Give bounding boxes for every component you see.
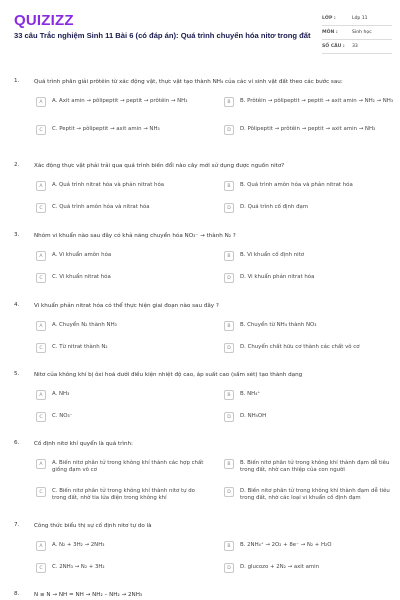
option-c[interactable] xyxy=(36,564,206,573)
option-letter: A xyxy=(36,251,46,261)
option-text: A. Vi khuẩn amôn hóa xyxy=(52,252,112,258)
option-d[interactable] xyxy=(224,488,394,503)
option-text: B. Vi khuẩn cố định nitơ xyxy=(240,252,305,258)
option-text: D. Pôlipeptit → prôtêin → peptit → axit amin → NH₃ xyxy=(240,126,376,132)
quizizz-logo: QUIZIZZ xyxy=(14,12,74,29)
option-text: B. NH₄⁺ xyxy=(240,391,261,397)
option-letter: C xyxy=(36,563,46,573)
question-number: 5. xyxy=(14,371,20,377)
option-letter: B xyxy=(224,251,234,261)
option-d[interactable] xyxy=(224,126,394,135)
option-text: B. Prôtêin → pôlipeptit → peptit → axit amin → NH₂ → NH₃ xyxy=(240,98,394,104)
option-text: D. NH₄OH xyxy=(240,413,267,419)
question-1 xyxy=(14,78,394,148)
option-text: B. Chuyển từ NH₄ thành NO₃ xyxy=(240,322,317,328)
option-b[interactable] xyxy=(224,252,394,261)
option-letter: B xyxy=(224,541,234,551)
option-text: A. Chuyển N₂ thành NH₃ xyxy=(52,322,117,328)
option-d[interactable] xyxy=(224,413,394,422)
option-letter: C xyxy=(36,273,46,283)
option-c[interactable] xyxy=(36,488,206,503)
option-b[interactable] xyxy=(224,98,394,107)
option-text: C. Từ nitrat thành N₂ xyxy=(52,344,108,350)
option-text: C. Vi khuẩn nitrat hóa xyxy=(52,274,111,280)
option-d[interactable] xyxy=(224,204,394,213)
option-letter: D xyxy=(224,343,234,353)
option-text: A. Biến nitơ phân tử trong không khí thành các hợp chất giống đạm vô cơ xyxy=(52,460,204,474)
option-text: A. Quá trình nitrat hóa và phản nitrat hóa xyxy=(52,182,165,188)
option-text: A. Axit amin → pôlipeptit → peptit → prôtêin → NH₃ xyxy=(52,98,188,104)
question-text: Cố định nitơ khí quyển là quá trình: xyxy=(34,441,133,447)
option-letter: D xyxy=(224,273,234,283)
option-text: B. Quá trình amôn hóa và phản nitrat hóa xyxy=(240,182,353,188)
option-d[interactable] xyxy=(224,344,394,353)
question-text: Quá trình phân giải prôtêin từ xác động vật, thực vật tạo thành NH₄ của các vi sinh vật đất theo các bước sau: xyxy=(34,79,343,85)
option-b[interactable] xyxy=(224,391,394,400)
option-a[interactable] xyxy=(36,542,206,551)
option-b[interactable] xyxy=(224,322,394,331)
option-text: B. 2NH₄⁺ → 2O₂ + 8e⁻ → N₂ + H₂O xyxy=(240,542,332,548)
question-number: 2. xyxy=(14,162,20,168)
question-number: 1. xyxy=(14,78,20,84)
option-text: C. Peptit → pôlipeptit → axit amin → NH₃ xyxy=(52,126,160,132)
option-a[interactable] xyxy=(36,98,206,107)
option-text: A. NH₃ xyxy=(52,391,70,397)
question-8 xyxy=(14,591,394,600)
option-letter: B xyxy=(224,181,234,191)
option-text: D. Quá trình cố định đạm xyxy=(240,204,309,210)
option-a[interactable] xyxy=(36,182,206,191)
option-text: C. Quá trình amôn hóa và nitrat hóa xyxy=(52,204,150,210)
question-4 xyxy=(14,302,394,362)
meta-label-subject: MÔN : xyxy=(322,30,338,35)
option-letter: A xyxy=(36,390,46,400)
option-c[interactable] xyxy=(36,413,206,422)
option-a[interactable] xyxy=(36,391,206,400)
document-title: 33 câu Trắc nghiệm Sinh 11 Bài 6 (có đáp án): Quá trình chuyển hóa nitơ trong đất xyxy=(14,31,311,40)
meta-label-grade: LỚP : xyxy=(322,16,336,21)
document-header xyxy=(0,0,400,66)
question-number: 6. xyxy=(14,440,20,446)
meta-table xyxy=(322,12,392,54)
question-number: 7. xyxy=(14,522,20,528)
option-letter: B xyxy=(224,97,234,107)
option-letter: D xyxy=(224,412,234,422)
meta-row-subject xyxy=(322,26,392,40)
option-c[interactable] xyxy=(36,126,206,135)
question-3 xyxy=(14,232,394,292)
question-2 xyxy=(14,162,394,222)
meta-row-count xyxy=(322,40,392,54)
question-number: 4. xyxy=(14,302,20,308)
option-b[interactable] xyxy=(224,460,394,475)
option-letter: C xyxy=(36,203,46,213)
option-text: D. Biến nitơ phân tử trong không khí thành đạm dễ tiêu trong đất, nhờ các loại vi khuẩn cố định đạm xyxy=(240,488,390,502)
option-a[interactable] xyxy=(36,322,206,331)
question-text: N ≡ N → NH = NH → NH₂ – NH₂ → 2NH₃ xyxy=(34,592,143,598)
option-c[interactable] xyxy=(36,204,206,213)
meta-label-count: SỐ CÂU : xyxy=(322,44,345,49)
option-text: D. glucozo + 2N₂ → axit amin xyxy=(240,564,320,570)
question-5 xyxy=(14,371,394,431)
option-text: D. Chuyển chất hữu cơ thành các chất vô cơ xyxy=(240,344,360,350)
option-a[interactable] xyxy=(36,252,206,261)
option-text: C. 2NH₃ → N₂ + 3H₂ xyxy=(52,564,105,570)
option-b[interactable] xyxy=(224,542,394,551)
option-c[interactable] xyxy=(36,344,206,353)
option-letter: A xyxy=(36,459,46,469)
question-7 xyxy=(14,522,394,582)
option-d[interactable] xyxy=(224,274,394,283)
meta-value-grade: Lớp 11 xyxy=(352,16,368,21)
option-letter: D xyxy=(224,563,234,573)
meta-value-count: 33 xyxy=(352,44,358,49)
option-d[interactable] xyxy=(224,564,394,573)
question-6 xyxy=(14,440,394,512)
question-text: Nitơ của không khí bị ôxi hoá dưới điều kiện nhiệt độ cao, áp suất cao (sấm sét) tạo thành dạng xyxy=(34,372,303,378)
option-letter: C xyxy=(36,412,46,422)
option-letter: A xyxy=(36,181,46,191)
option-text: B. Biến nitơ phân tử trong không khí thành đạm dễ tiêu trong đất, nhờ can thiệp của con người xyxy=(240,460,390,474)
option-c[interactable] xyxy=(36,274,206,283)
option-text: C. NO₃⁻ xyxy=(52,413,73,419)
option-a[interactable] xyxy=(36,460,206,475)
question-text: Vi khuẩn phản nitrat hóa có thể thực hiện giai đoạn nào sau đây ? xyxy=(34,303,219,309)
option-letter: B xyxy=(224,321,234,331)
question-text: Nhóm vi khuẩn nào sau đây có khả năng chuyển hóa NO₃⁻ → thành N₂ ? xyxy=(34,233,236,239)
option-letter: D xyxy=(224,203,234,213)
option-letter: D xyxy=(224,487,234,497)
option-letter: C xyxy=(36,125,46,135)
option-letter: B xyxy=(224,459,234,469)
option-letter: C xyxy=(36,487,46,497)
option-b[interactable] xyxy=(224,182,394,191)
option-text: D. Vi khuẩn phản nitrat hóa xyxy=(240,274,315,280)
option-text: A. N₂ + 3H₂ → 2NH₃ xyxy=(52,542,105,548)
option-letter: D xyxy=(224,125,234,135)
option-letter: B xyxy=(224,390,234,400)
question-number: 3. xyxy=(14,232,20,238)
option-letter: A xyxy=(36,321,46,331)
question-text: Xác động thực vật phải trải qua quá trình biến đổi nào cây mới sử dụng được nguồn nitơ? xyxy=(34,163,285,169)
option-letter: C xyxy=(36,343,46,353)
option-text: C. Biến nitơ phân tử trong không khí thành nitơ tự do trong đất, nhờ tia lửa điện trong không khí xyxy=(52,488,195,502)
option-letter: A xyxy=(36,541,46,551)
meta-row-grade xyxy=(322,12,392,26)
question-text: Công thức biểu thị sự cố định nitơ tự do là xyxy=(34,523,152,529)
meta-value-subject: Sinh học xyxy=(352,30,372,35)
option-letter: A xyxy=(36,97,46,107)
question-number: 8. xyxy=(14,591,20,597)
